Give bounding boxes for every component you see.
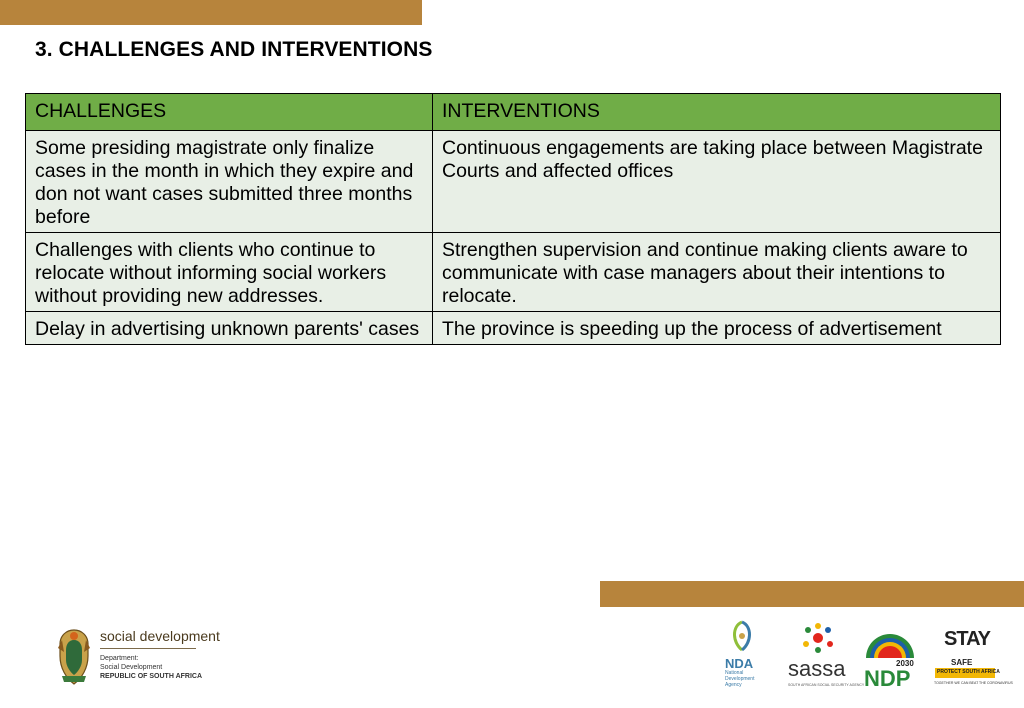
page-title: 3. CHALLENGES AND INTERVENTIONS [35,38,433,61]
sd-name: social development [100,628,220,644]
top-accent-bar [0,0,422,25]
sassa-figures-icon [798,622,838,656]
nda-logo: NDA National Development Agency [722,618,762,690]
table-row [26,233,1001,312]
challenge-cell: Delay in advertising unknown parents' cases [26,312,433,345]
ndp-2030-logo [862,628,918,690]
social-development-logo [52,624,220,690]
challenge-cell: Challenges with clients who continue to relocate without informing social workers without providing new addresses. [26,233,433,312]
sassa-logo: sassa SOUTH AFRICAN SOCIAL SECURITY AGENCY [786,622,850,690]
nda-swirl-icon [722,618,762,656]
bottom-accent-bar [600,581,1024,607]
stay-safe-logo: STAY SAFE PROTECT SOUTH AFRICA TOGETHER WE CAN BEAT THE CORONAVIRUS [934,628,1013,685]
intervention-cell: Continuous engagements are taking place between Magistrate Courts and affected offices [433,131,1001,233]
sd-department: Department: Social Development REPUBLIC OF SOUTH AFRICA [100,655,203,680]
challenge-cell: Some presiding magistrate only finalize cases in the month in which they expire and don not want cases submitted three months before [26,131,433,233]
challenges-table [25,93,1001,345]
svg-text:2030: 2030 [896,659,914,668]
sd-divider [100,648,196,649]
coat-of-arms-icon [54,626,94,688]
table-row [26,312,1001,345]
header-interventions: INTERVENTIONS [433,94,1001,131]
svg-text:NDP: NDP [864,666,911,690]
intervention-cell: The province is speeding up the process of advertisement [433,312,1001,345]
table-row [26,131,1001,233]
table-header-row [26,94,1001,131]
intervention-cell: Strengthen supervision and continue making clients aware to communicate with case managers about their intentions to relocate. [433,233,1001,312]
header-challenges: CHALLENGES [26,94,433,131]
